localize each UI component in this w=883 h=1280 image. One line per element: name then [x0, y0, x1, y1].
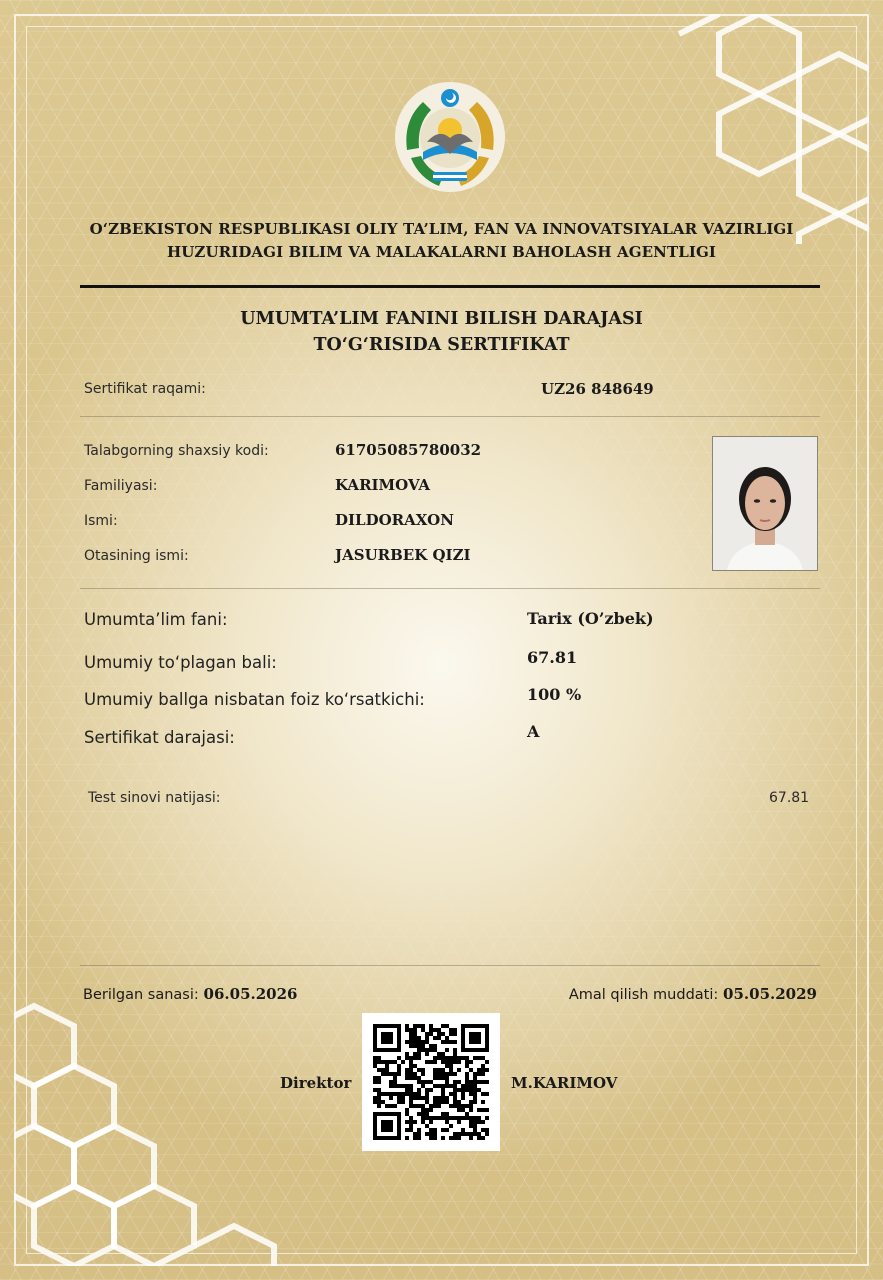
issue-date-value: 06.05.2026 — [203, 985, 298, 1003]
score-label: Umumiy to‘plagan bali: — [84, 653, 277, 672]
corner-ornament-top-right — [639, 14, 869, 244]
patronymic-value: JASURBEK QIZI — [335, 546, 471, 564]
applicant-photo — [712, 436, 818, 571]
ministry-line-1: O‘ZBEKISTON RESPUBLIKASI OLIY TA’LIM, FAN VA INNOVATSIYALAR VAZIRLIGI — [89, 220, 794, 238]
director-title: Direktor — [280, 1074, 352, 1092]
percent-label: Umumiy ballga nisbatan foiz ko‘rsatkichi: — [84, 690, 425, 709]
test-result-value: 67.81 — [769, 790, 810, 806]
pinfl-label: Talabgorning shaxsiy kodi: — [84, 443, 269, 459]
certificate-number-value: UZ26 848649 — [541, 380, 654, 398]
grade-value: A — [527, 722, 540, 741]
ministry-heading — [60, 218, 823, 264]
state-emblem-icon — [393, 80, 507, 194]
validity-date — [569, 985, 817, 1003]
percent-value: 100 % — [527, 685, 582, 704]
ministry-line-2: HUZURIDAGI BILIM VA MALAKALARNI BAHOLASH AGENTLIGI — [166, 243, 717, 261]
surname-value: KARIMOVA — [335, 476, 431, 494]
validity-date-value: 05.05.2029 — [723, 985, 817, 1003]
validity-date-label: Amal qilish muddati: — [568, 987, 719, 1003]
test-result-label: Test sinovi natijasi: — [88, 790, 221, 806]
issue-date — [83, 985, 298, 1003]
pinfl-value: 61705085780032 — [335, 441, 482, 459]
name-label: Ismi: — [84, 513, 118, 529]
issue-date-label: Berilgan sanasi: — [83, 987, 199, 1003]
name-value: DILDORAXON — [335, 511, 454, 529]
certificate-number-label: Sertifikat raqami: — [84, 381, 206, 397]
certificate-title — [100, 306, 783, 358]
section-divider — [80, 416, 820, 417]
portrait-image — [713, 437, 817, 570]
verification-qr-code[interactable] — [362, 1013, 500, 1151]
section-divider — [80, 588, 820, 589]
subject-value: Tarix (O’zbek) — [527, 609, 654, 628]
surname-label: Familiyasi: — [84, 478, 158, 494]
subject-label: Umumta’lim fani: — [84, 610, 228, 629]
grade-label: Sertifikat darajasi: — [84, 728, 235, 747]
title-line-2: TO‘G‘RISIDA SERTIFIKAT — [313, 335, 570, 355]
title-line-1: UMUMTA’LIM FANINI BILISH DARAJASI — [240, 309, 643, 329]
corner-ornament-bottom-left — [14, 986, 294, 1266]
header-divider — [80, 285, 820, 288]
qr-code-icon — [362, 1013, 500, 1151]
section-divider — [80, 965, 820, 966]
patronymic-label: Otasining ismi: — [84, 548, 189, 564]
director-name: M.KARIMOV — [511, 1074, 618, 1092]
score-value: 67.81 — [527, 648, 578, 667]
